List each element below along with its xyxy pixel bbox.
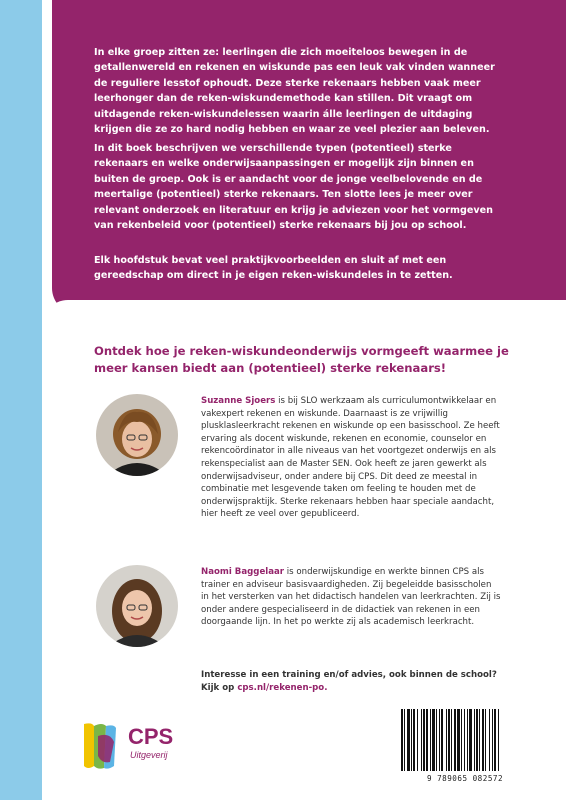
intro-paragraph-1: In elke groep zitten ze: leerlingen die zich moeiteloos bewegen in de getallenwereld en rekenen en wiskunde pas een leuk vak vinden wanneer de reguliere lesstof ophoudt. Deze sterke rekenaars hebben vaak meer leerhonger dan de reken-wiskundemethode kan stillen. Dit vraagt om uitdagende reken-wiskundelessen waarin álle leerlingen de uitdaging krijgen die ze zo hard nodig hebben en waar ze veel plezier aan beleven.	[94, 47, 495, 136]
headline: Ontdek hoe je reken-wiskundeonderwijs vormgeeft waarmee je meer kansen biedt aan (potentieel) sterke rekenaars!	[94, 344, 509, 375]
contact-info	[201, 669, 521, 695]
logo-brand-text: CPS	[128, 724, 174, 749]
barcode	[397, 707, 533, 773]
author-photo-suzanne	[96, 394, 178, 476]
author-name-suzanne: Suzanne Sjoers	[201, 396, 276, 406]
author-bio-suzanne: Suzanne Sjoers is bij SLO werkzaam als curriculumontwikkelaar en vakexpert rekenen en wiskunde. Daarnaast is ze vrijwillig plusklasleerkracht rekenen en wiskunde op een basisschool. Ze heeft ervaring als docent wiskunde, rekenen en economie, counselor en rekencoördinator in alle niveaus van het voortgezet onderwijs en als rekenspecialist aan de Master SEN. Ook heeft ze jaren gewerkt als onderwijsadviseur, onder andere bij CPS. Dit deed ze meestal in combinatie met lesgevende taken om feeling te houden met de onderwijspraktijk. Sterke rekenaars hebben haar speciale aandacht, hier heeft ze veel over gepubliceerd.	[201, 396, 500, 520]
author-name-naomi: Naomi Baggelaar	[201, 567, 285, 577]
author-photo-naomi	[96, 565, 178, 647]
contact-line-2-prefix: Kijk op	[201, 683, 238, 693]
intro-paragraph-2: In dit boek beschrijven we verschillende typen (potentieel) sterke rekenaars en welke onderwijsaanpassingen er mogelijk zijn binnen en buiten de groep. Ook is er aandacht voor de jonge veelbelovende en de meertalige (potentieel) sterke rekenaars. Ten slotte lees je meer over relevant onderzoek en literatuur en krijg je adviezen voor het vormgeven van rekenbeleid voor (potentieel) sterke rekenaars bij jou op school.	[94, 143, 493, 232]
side-color-strip	[0, 0, 42, 800]
logo-sub-text: Uitgeverij	[130, 750, 168, 760]
intro-paragraph-3: Elk hoofdstuk bevat veel praktijkvoorbeelden en sluit af met een gereedschap om direct in je eigen reken-wiskundeles in te zetten.	[94, 255, 453, 282]
isbn-number: 9 789065 082572	[426, 774, 504, 783]
cps-logo	[80, 722, 200, 770]
contact-link[interactable]: cps.nl/rekenen-po.	[237, 683, 328, 693]
author-bio-naomi: Naomi Baggelaar is onderwijskundige en werkte binnen CPS als trainer en adviseur basisvaardigheden. Zij begeleidde basisscholen in het versterken van het didactisch handelen van leerkrachten. Zij is onder andere gespecialiseerd in de didactiek van rekenen in een doorgaande lijn. In het po werkte zij als academisch leerkracht.	[201, 567, 501, 628]
contact-line-1: Interesse in een training en/of advies, ook binnen de school?	[201, 670, 497, 680]
